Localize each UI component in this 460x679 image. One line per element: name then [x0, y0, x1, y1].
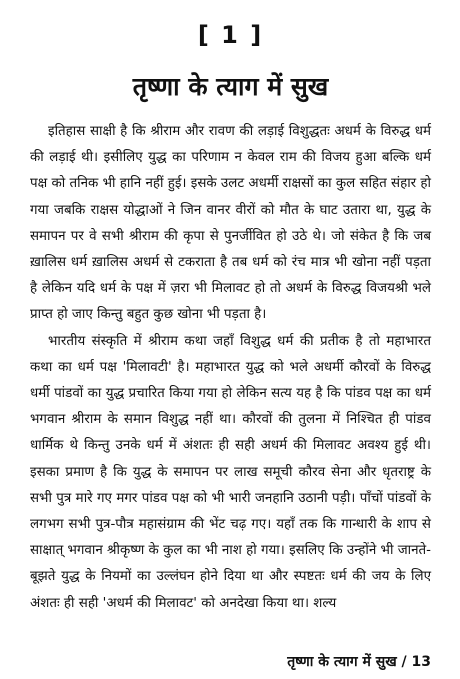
body-text	[30, 119, 431, 617]
chapter-title: तृष्णा के त्याग में सुख	[132, 72, 329, 101]
paragraph: इतिहास साक्षी है कि श्रीराम और रावण की लड़ाई विशुद्धतः अधर्म के विरुद्ध धर्म की लड़ाई थी। इसीलिए युद्ध का परिणाम न केवल राम की विजय हुआ बल्कि धर्म पक्ष को तनिक भी हानि नहीं हुई। इसके उलट अधर्मी राक्षसों का कुल सहित संहार हो गया जबकि राक्षस योद्धाओं ने जिन वानर वीरों को मौत के घाट उतारा था, युद्ध के समापन पर वे सभी श्रीराम की कृपा से पुनर्जीवित हो उठे थे। जो संकेत है कि जब ख़ालिस धर्म ख़ालिस अधर्म से टकराता है तब धर्म को रंच मात्र भी खोना नहीं पड़ता है लेकिन यदि धर्म के पक्ष में ज़रा भी मिलावट हो तो अधर्म के विरुद्ध विजयश्री भले प्राप्त हो जाए किन्तु बहुत कुछ खोना भी पड़ता है।	[30, 124, 431, 323]
running-footer: तृष्णा के त्याग में सुख / 13	[287, 654, 431, 670]
chapter-number: [ 1 ]	[197, 21, 264, 49]
paragraph: भारतीय संस्कृति में श्रीराम कथा जहाँ विशुद्ध धर्म की प्रतीक है तो महाभारत कथा का धर्म पक्ष 'मिलावटी' है। महाभारत युद्ध को भले अधर्मी कौरवों के विरुद्ध धर्मी पांडवों का युद्ध प्रचारित किया गया हो लेकिन सत्य यह है कि पांडव पक्ष का धर्म भगवान श्रीराम के समान विशुद्ध नहीं था। कौरवों की तुलना में निश्चित ही पांडव धार्मिक थे किन्तु उनके धर्म में अंशतः ही सही अधर्म की मिलावट अवश्य हुई थी। इसका प्रमाण है कि युद्ध के समापन पर लाख समूची कौरव सेना और धृतराष्ट्र के सभी पुत्र मारे गए मगर पांडव पक्ष को भी भारी जनहानि उठानी पड़ी। पाँचों पांडवों के लगभग सभी पुत्र-पौत्र महासंग्राम की भेंट चढ़ गए। यहाँ तक कि गान्धारी के शाप से साक्षात् भगवान श्रीकृष्ण के कुल का भी नाश हो गया। इसलिए कि उन्होंने भी जानते-बूझते युद्ध के नियमों का उल्लंघन होने दिया था और स्पष्टतः धर्म की जय के लिए अंशतः ही सही 'अधर्म की मिलावट' को अनदेखा किया था। शल्य	[30, 333, 431, 611]
